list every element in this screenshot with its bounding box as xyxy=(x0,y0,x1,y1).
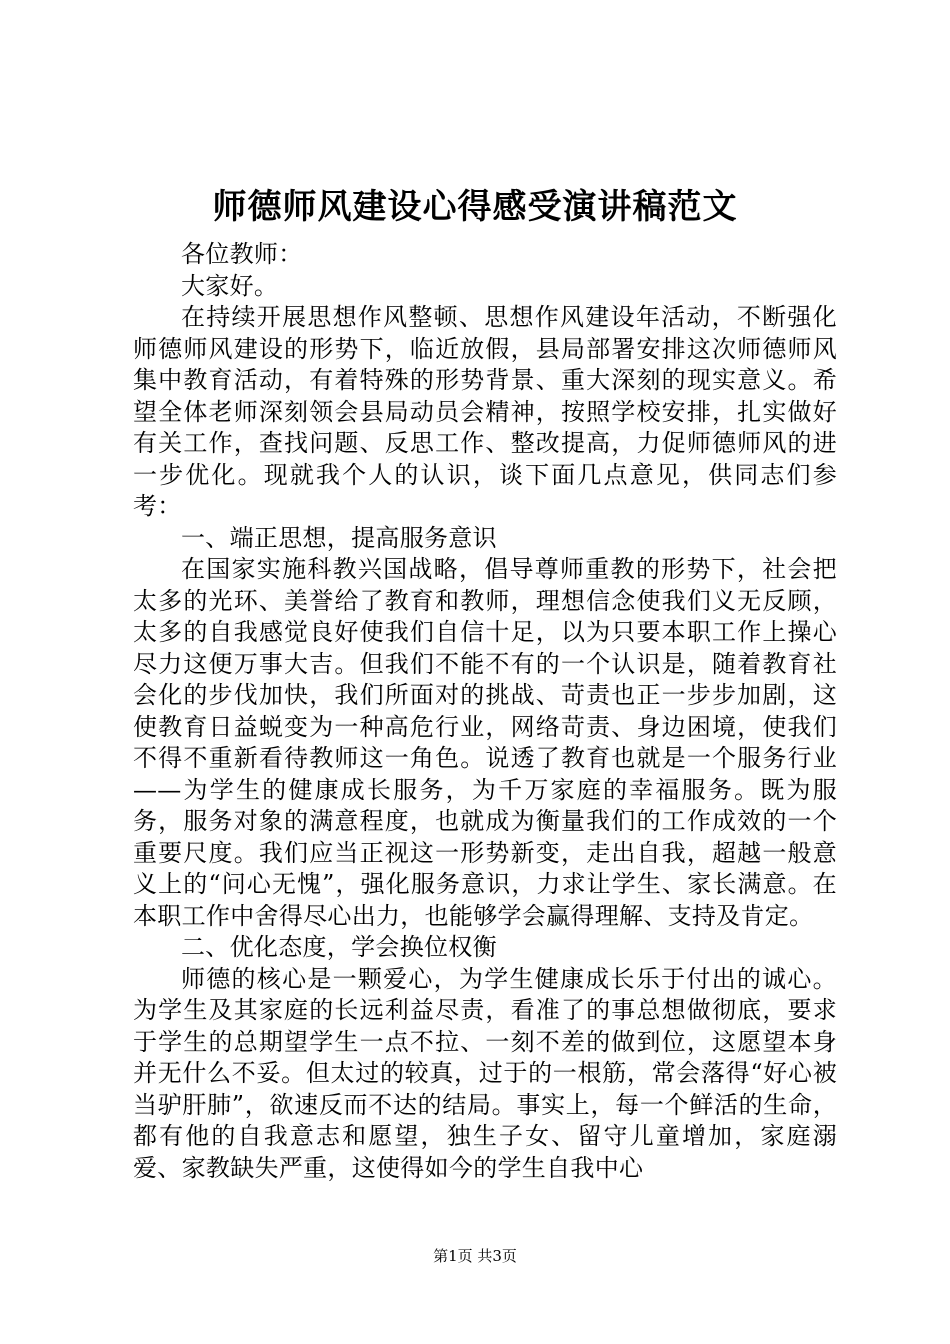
section-2-paragraph: 师德的核心是一颗爱心，为学生健康成长乐于付出的诚心。为学生及其家庭的长远利益尽责，看准了的事总想做彻底，要求于学生的总期望学生一点不拉、一刻不差的做到位，这愿望本身并无什么不妥。但太过的较真，过于的一根筋，常会落得“好心被当驴肝肺”，欲速反而不达的结局。事实上，每一个鲜活的生命，都有他的自我意志和愿望，独生子女、留守儿童增加，家庭溺爱、家教缺失严重，这使得如今的学生自我中心 xyxy=(133,964,837,1182)
page-footer: 第1页 共3页 xyxy=(433,1247,517,1265)
section-1-paragraph: 在国家实施科教兴国战略，倡导尊师重教的形势下，社会把太多的光环、美誉给了教育和教师，理想信念使我们义无反顾，太多的自我感觉良好使我们自信十足，以为只要本职工作上操心尽力这便万事大吉。但我们不能不有的一个认识是，随着教育社会化的步伐加快，我们所面对的挑战、苛责也正一步步加剧，这使教育日益蜕变为一种高危行业，网络苛责、身边困境，使我们不得不重新看待教师这一角色。说透了教育也就是一个服务行业——为学生的健康成长服务，为千万家庭的幸福服务。既为服务，服务对象的满意程度，也就成为衡量我们的工作成效的一个重要尺度。我们应当正视这一形势新变，走出自我，超越一般意义上的“问心无愧”，强化服务意识，力求让学生、家长满意。在本职工作中舍得尽心出力，也能够学会赢得理解、支持及肯定。 xyxy=(133,555,837,930)
intro-paragraph: 在持续开展思想作风整顿、思想作风建设年活动，不断强化师德师风建设的形势下，临近放假，县局部署安排这次师德师风集中教育活动，有着特殊的形势背景、重大深刻的现实意义。希望全体老师深刻领会县局动员会精神，按照学校安排，扎实做好有关工作，查找问题、反思工作、整改提高，力促师德师风的进一步优化。现就我个人的认识，谈下面几点意见，供同志们参考： xyxy=(133,303,837,520)
document-title: 师德师风建设心得感受演讲稿范文 xyxy=(212,187,738,227)
section-heading-2: 二、优化态度，学会换位权衡 xyxy=(181,933,497,961)
greeting: 大家好。 xyxy=(181,271,279,300)
document-body xyxy=(133,239,837,1184)
salutation: 各位教师： xyxy=(181,240,303,268)
section-heading-1: 一、端正思想，提高服务意识 xyxy=(181,523,497,552)
